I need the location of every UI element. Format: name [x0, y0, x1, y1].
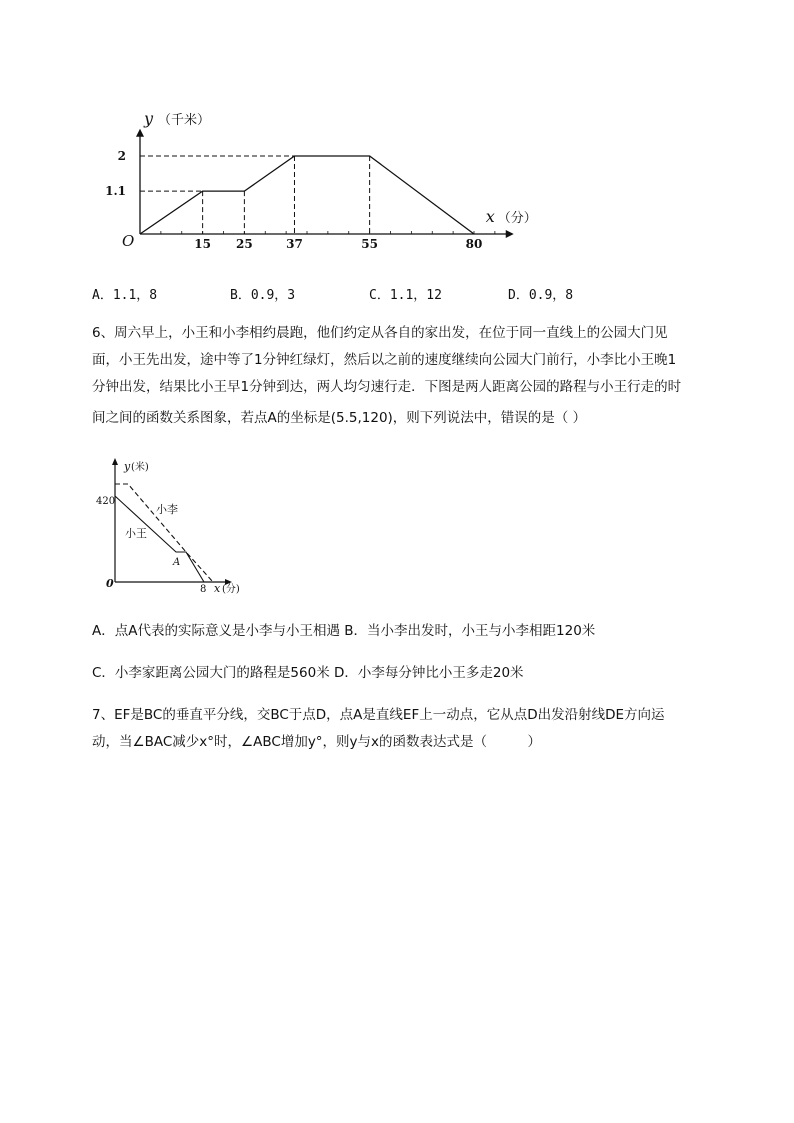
y-axis-var: y — [144, 109, 154, 128]
x-axis-unit: （分） — [497, 211, 537, 226]
x-tick-label: 25 — [236, 237, 253, 251]
q6-options-cd: C．小李家距离公园大门的路程是560米 D．小李每分钟比小王多走20米 — [92, 665, 524, 681]
q6-line-2: 面，小王先出发，途中等了1分钟红绿灯，然后以之前的速度继续向公园大门前行，小李比小王晚1 — [92, 352, 677, 368]
meeting-chart — [96, 456, 256, 596]
y-tick-label: 2 — [117, 149, 126, 163]
x-label: x — [214, 582, 221, 595]
y-arrow — [136, 129, 144, 137]
q6-line-1: 6、周六早上，小王和小李相约晨跑，他们约定从各自的家出发，在位于同一直线上的公园大门见 — [92, 325, 668, 341]
option-a: A．1.1，8 — [92, 288, 158, 303]
x-axis-var: x — [485, 207, 495, 226]
origin-label: 0 — [106, 577, 114, 590]
y-arrow — [112, 458, 118, 465]
q7-line-2: 动，当∠BAC减少x°时，∠ABC增加y°，则y与x的函数表达式是（ ） — [92, 734, 542, 750]
q6-line-3: 分钟出发，结果比小王早1分钟到达，两人均匀速行走．下图是两人距离公园的路程与小王行走的时 — [92, 379, 682, 395]
x-tick-label: 15 — [194, 237, 211, 251]
q6-options-ab: A．点A代表的实际意义是小李与小王相遇 B．当小李出发时，小王与小李相距120米 — [92, 623, 596, 639]
y-tick-420: 420 — [96, 496, 116, 507]
option-c: C．1.1，12 — [369, 288, 442, 303]
label-xiaoli: 小李 — [156, 503, 178, 516]
point-a-label: A — [173, 557, 181, 568]
x-unit: (分) — [222, 584, 240, 595]
q7-line-1: 7、EF是BC的垂直平分线，交BC于点D，点A是直线EF上一动点，它从点D出发沿射线DE方向运 — [92, 707, 665, 723]
y-axis-unit: （千米） — [158, 113, 211, 128]
y-label: y — [124, 460, 131, 473]
x-tick-label: 55 — [361, 237, 378, 251]
y-tick-label: 1.1 — [105, 184, 126, 199]
x-tick-8: 8 — [200, 584, 207, 595]
option-b: B．0.9，3 — [230, 288, 296, 303]
series-distance — [140, 156, 474, 234]
option-d: D．0.9，8 — [508, 288, 574, 303]
x-arrow — [506, 230, 514, 238]
y-unit: (米) — [131, 462, 149, 473]
q6-line-4: 间之间的函数关系图象，若点A的坐标是(5.5,120)，则下列说法中，错误的是（ ） — [92, 410, 587, 426]
x-tick-label: 80 — [465, 237, 483, 251]
origin-label: O — [122, 232, 135, 250]
x-tick-label: 37 — [286, 237, 303, 251]
label-xiaowang: 小王 — [125, 527, 147, 540]
distance-time-chart — [100, 108, 537, 258]
